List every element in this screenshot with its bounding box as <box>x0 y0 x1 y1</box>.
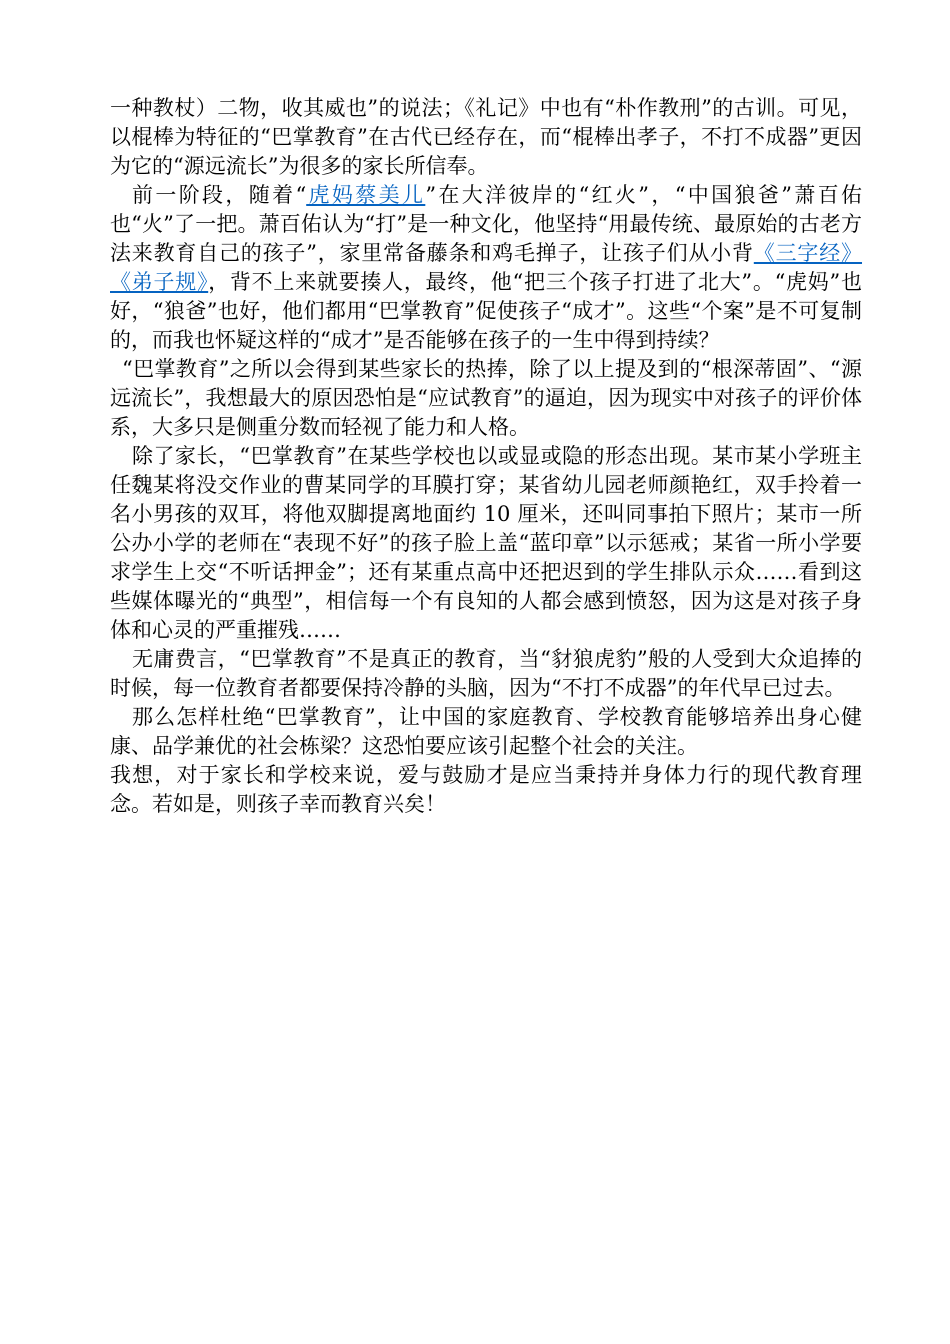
paragraph-4: 除了家长，“巴掌教育”在某些学校也以或显或隐的形态出现。某市某小学班主任魏某将没交作业的曹某同学的耳膜打穿；某省幼儿园老师颜艳红，双手拎着一名小男孩的双耳，将他双脚提离地面约 10 厘米，还叫同事拍下照片；某市一所公办小学的老师在“表现不好”的孩子脸上盖“蓝印章”以示惩戒；某省一所小学要求学生上交“不听话押金”；还有某重点高中还把迟到的学生排队示众……看到这些媒体曝光的“典型”，相信每一个有良知的人都会感到愤怒，因为这是对孩子身体和心灵的严重摧残…… <box>110 444 862 642</box>
link-di-zi-gui[interactable]: 《弟子规》 <box>110 270 209 294</box>
paragraph-6: 那么怎样杜绝“巴掌教育”，让中国的家庭教育、学校教育能够培养出身心健康、品学兼优的社会栋梁？这恐怕要应该引起整个社会的关注。 <box>110 705 862 758</box>
link-three-character-classic[interactable]: 《三字经》 <box>753 241 863 265</box>
paragraph-2 <box>110 181 862 355</box>
paragraph-3: “巴掌教育”之所以会得到某些家长的热捧，除了以上提及到的“根深蒂固”、“源远流长”，我想最大的原因恐怕是“应试教育”的逼迫，因为现实中对孩子的评价体系，大多只是侧重分数而轻视了能力和人格。 <box>110 357 862 439</box>
paragraph-7: 我想，对于家长和学校来说，爱与鼓励才是应当秉持并身体力行的现代教育理念。若如是，则孩子幸而教育兴矣！ <box>110 763 862 816</box>
paragraph-5: 无庸费言，“巴掌教育”不是真正的教育，当“豺狼虎豹”般的人受到大众追捧的时候，每一位教育者都要保持冷静的头脑，因为“不打不成器”的年代早已过去。 <box>110 647 862 700</box>
paragraph-2-text-a: 前一阶段，随着“ <box>132 183 307 207</box>
article-body <box>110 94 862 819</box>
paragraph-2-text-c: ，背不上来就要揍人，最终，他“把三个孩子打进了北大”。“虎妈”也好，“狼爸”也好，他们都用“巴掌教育”促使孩子“成才”。这些“个案”是不可复制的，而我也怀疑这样的“成才”是否能够在孩子的一生中得到持续？ <box>110 270 862 352</box>
paragraph-1: 一种教杖）二物，收其威也”的说法；《礼记》中也有“朴作教刑”的古训。可见，以棍棒为特征的“巴掌教育”在古代已经存在，而“棍棒出孝子，不打不成器”更因为它的“源远流长”为很多的家长所信奉。 <box>110 96 862 178</box>
link-tiger-mom-amy-chua[interactable]: 虎妈蔡美儿 <box>306 183 426 207</box>
paragraph-2-text-b: ”在大洋彼岸的“红火”，“中国狼爸”萧百佑也“火”了一把。萧百佑认为“打”是一种文化，他坚持“用最传统、最原始的古老方法来教育自己的孩子”，家里常备藤条和鸡毛掸子，让孩子们从小背 <box>110 183 862 265</box>
